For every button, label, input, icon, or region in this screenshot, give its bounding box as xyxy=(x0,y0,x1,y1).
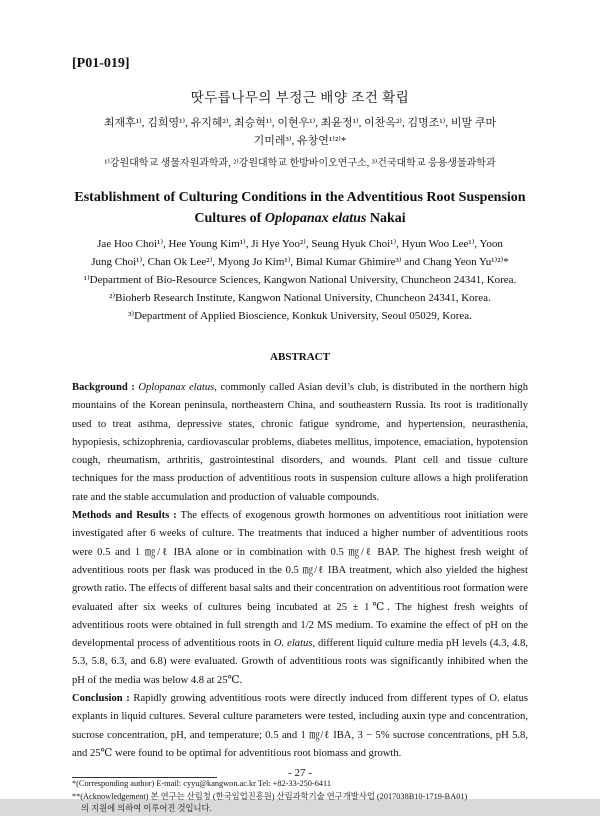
english-affiliation-2: ²⁾Bioherb Research Institute, Kangwon National University, Chuncheon 24341, Korea. xyxy=(109,292,491,304)
english-title-species: Oplopanax elatus xyxy=(264,211,367,226)
english-affiliation-1: ¹⁾Department of Bio-Resource Sciences, Kangwon National University, Chuncheon 24341, Korea. xyxy=(83,274,517,286)
english-authors xyxy=(72,235,528,271)
korean-authors xyxy=(72,114,528,150)
poster-code: [P01-019] xyxy=(72,56,130,71)
conclusion-label: Conclusion : xyxy=(72,693,134,705)
english-title-line2-prefix: Cultures of xyxy=(194,211,265,226)
footnote-acknowledgement-cont: 의 지원에 의하여 이루어진 것입니다. xyxy=(81,804,212,814)
conclusion-paragraph xyxy=(72,690,528,763)
page-number: - 27 - xyxy=(288,767,312,779)
methods-paragraph xyxy=(72,507,528,690)
korean-affiliations: ¹⁾강원대학교 생물자원과학과, ²⁾강원대학교 한방바이오연구소, ³⁾건국대학교 응용생물과학과 xyxy=(104,158,496,169)
background-paragraph xyxy=(72,379,528,507)
english-title-line2-suffix: Nakai xyxy=(366,211,406,226)
footnote-acknowledgement: **(Acknowledgement) 본 연구는 산림청 (한국임업진흥원) 산림과학기술 연구개발사업 (2017038B10-1719-BA01) xyxy=(72,791,468,801)
abstract-heading: ABSTRACT xyxy=(270,351,330,363)
english-authors-line2: Jung Choi¹⁾, Chan Ok Lee²⁾, Myong Jo Kim¹⁾, Bimal Kumar Ghimire³⁾ and Chang Yeon Yu¹⁾²⁾* xyxy=(91,256,509,268)
english-title-line1: Establishment of Culturing Conditions in the Adventitious Root Suspension xyxy=(74,190,526,205)
methods-species: O. elatus xyxy=(273,638,313,650)
korean-authors-line1: 최재후¹⁾, 김희영¹⁾, 유지혜²⁾, 최승혁¹⁾, 이현우¹⁾, 최윤정¹⁾, 이찬옥²⁾, 김명조¹⁾, 비말 쿠마 xyxy=(103,117,497,129)
english-authors-line1: Jae Hoo Choi¹⁾, Hee Young Kim¹⁾, Ji Hye Yoo²⁾, Seung Hyuk Choi¹⁾, Hyun Woo Lee¹⁾, Yoon xyxy=(97,238,503,250)
korean-authors-line2: 기미레³⁾, 유창연¹⁾²⁾* xyxy=(253,135,347,147)
background-species: Oplopanax elatus xyxy=(138,382,215,393)
korean-title: 땃두릅나무의 부정근 배양 조건 확립 xyxy=(190,90,410,105)
footnote-corresponding: *(Corresponding author) E-mail: cyyu@kangwon.ac.kr Tel: +82-33-250-6411 xyxy=(72,779,331,789)
footnotes xyxy=(72,778,528,816)
methods-text-a: The effects of exogenous growth hormones on adventitious root initiation were investigated after 6 weeks of culture. The treatments that induced a higher number of adventitious roots were 0.5 and 1 ㎎/ℓ IBA alone or in combination with 0.5 ㎎/ℓ BAP. The highest fresh weight of adventitious roots per flask was produced in the 0.5 ㎎/ℓ IBA treatment, which also yielded the highest growth ratio. The effects of different basal salts and their concentration on adventitious root formation were evaluated after six weeks of cultures being incubated at 25 ± 1℃. The highest fresh weights of adventitious roots were obtained in full strength and 1/2 MS medium. To examine the effect of pH on the developmental process of adventitious roots in xyxy=(72,510,528,650)
methods-text-b: , different liquid culture media pH levels (4.3, 4.8, 5.3, 5.8, 6.3, and 6.8) were evaluated. Growth of adventitious roots was significantly inhibited when the pH of the media was below 4.8 at 25℃. xyxy=(72,638,528,686)
background-text: , commonly called Asian devil’s club, is distributed in the northern high mountains of the Korean peninsula, northeastern China, and southeastern Russia. Its root is traditionally used to treat asthma, depressive states, chronic fatigue syndrome, and hypertension, neurasthenia, hypopiesis, schizophrenia, cardiovascular problems, diabetes mellitus, impotence, emaciation, hypotension cough, rheumatism, arthritis, gastrointestinal disorders, and wounds. Plant cell and tissue culture techniques for the mass production of adventitious roots in suspension culture allows a high proliferation rate and the stable accumulation and production of valuable compounds. xyxy=(72,382,528,503)
methods-label: Methods and Results : xyxy=(72,510,181,522)
english-affiliations xyxy=(72,271,528,325)
english-title xyxy=(72,187,528,229)
background-label: Background : xyxy=(72,382,139,393)
conclusion-text: Rapidly growing adventitious roots were directly induced from different types of O. elatus explants in liquid cultures. Several culture parameters were tested, including auxin type and concentration, sucrose concentration, pH, and temperature; 0.5 and 1 ㎎/ℓ IBA, 3 − 5% sucrose concentrations, pH 5.8, and 25℃ were found to be optimal for adventitious root biomass and growth. xyxy=(72,693,528,759)
english-title-line2 xyxy=(72,208,528,229)
english-affiliation-3: ³⁾Department of Applied Bioscience, Konkuk University, Seoul 05029, Korea. xyxy=(128,310,472,322)
